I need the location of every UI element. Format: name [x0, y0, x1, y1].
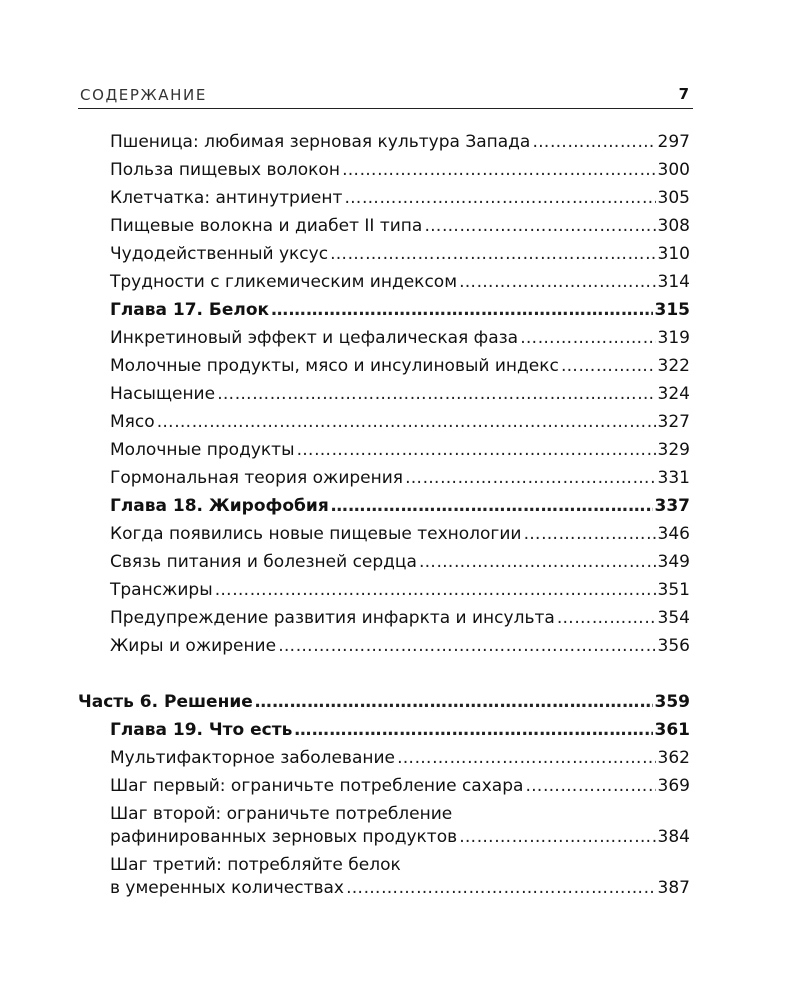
toc-entry[interactable]: [110, 579, 690, 601]
toc-chapter-entry[interactable]: [110, 495, 690, 517]
toc-entry[interactable]: [110, 411, 690, 433]
toc-entry-page: 349: [657, 552, 690, 572]
leader-dots: [346, 877, 656, 899]
toc-entry[interactable]: [110, 215, 690, 237]
toc-entry-page: 319: [657, 328, 690, 348]
toc-entry-title: Пшеница: любимая зерновая культура Запада: [110, 132, 531, 152]
leader-dots: [419, 551, 656, 573]
toc-entry[interactable]: [110, 747, 690, 769]
toc-entry-title: в умеренных количествах: [110, 878, 344, 898]
leader-dots: [217, 383, 655, 405]
toc-entry-title: Трансжиры: [110, 580, 213, 600]
leader-dots: [397, 747, 656, 769]
leader-dots: [557, 607, 656, 629]
toc-entry[interactable]: [110, 187, 690, 209]
toc-entry-title: Клетчатка: антинутриент: [110, 188, 343, 208]
toc-entry-title: Когда появились новые пищевые технологии: [110, 524, 522, 544]
toc-entry[interactable]: [110, 131, 690, 153]
leader-dots: [405, 467, 656, 489]
toc-entry-title: Часть 6. Решение: [78, 692, 253, 712]
leader-dots: [331, 495, 653, 517]
toc-entry-page: 300: [657, 160, 690, 180]
leader-dots: [525, 775, 655, 797]
toc-entry-title: Молочные продукты, мясо и инсулиновый индекс: [110, 356, 559, 376]
toc-entry-title: Шаг первый: ограничьте потребление сахара: [110, 776, 524, 796]
toc-entry-page: 337: [654, 496, 690, 516]
toc-entry[interactable]: [110, 467, 690, 489]
toc-entry-title: Молочные продукты: [110, 440, 295, 460]
toc-entry[interactable]: [110, 635, 690, 657]
leader-dots: [459, 826, 655, 848]
toc-entry-title: Трудности с гликемическим индексом: [110, 272, 458, 292]
toc-entry-title: Связь питания и болезней сердца: [110, 552, 417, 572]
toc-entry[interactable]: [110, 355, 690, 377]
toc-entry-title: Глава 18. Жирофобия: [110, 496, 329, 516]
toc-entry-page: 327: [657, 412, 690, 432]
header-title: СОДЕРЖАНИЕ: [80, 86, 207, 104]
toc-entry-page: 297: [657, 132, 690, 152]
toc-entry-page: 308: [657, 216, 690, 236]
toc-entry-page: 315: [654, 300, 690, 320]
leader-dots: [255, 691, 653, 713]
leader-dots: [520, 327, 655, 349]
leader-dots: [330, 243, 656, 265]
leader-dots: [278, 635, 655, 657]
toc-entry[interactable]: [110, 383, 690, 405]
toc-entry-title: Мультифакторное заболевание: [110, 748, 395, 768]
toc-entry-page: 314: [657, 272, 690, 292]
toc-entry-title: Чудодейственный уксус: [110, 244, 329, 264]
toc-entry[interactable]: [110, 439, 690, 461]
leader-dots: [459, 271, 656, 293]
leader-dots: [561, 355, 656, 377]
toc-entry-title: Гормональная теория ожирения: [110, 468, 404, 488]
toc-entry[interactable]: [110, 775, 690, 797]
toc-entry-title: рафинированных зерновых продуктов: [110, 827, 458, 847]
leader-dots: [294, 719, 652, 741]
header-page-number: 7: [678, 85, 689, 103]
toc-part-entry[interactable]: [78, 691, 690, 713]
toc-entry-page: 356: [657, 636, 690, 656]
toc-entry-title: Жиры и ожирение: [110, 636, 277, 656]
toc-entry-first-line: Шаг второй: ограничьте потребление: [110, 804, 453, 824]
toc-entry-page: 369: [657, 776, 690, 796]
toc-chapter-entry[interactable]: [110, 299, 690, 321]
toc-chapter-entry[interactable]: [110, 719, 690, 741]
toc-entry-title: Пищевые волокна и диабет II типа: [110, 216, 423, 236]
toc-entry[interactable]: [110, 159, 690, 181]
toc-entry-page: 305: [657, 188, 690, 208]
toc-entry-page: 346: [657, 524, 690, 544]
leader-dots: [523, 523, 655, 545]
toc-entry-first-line: Шаг третий: потребляйте белок: [110, 855, 401, 875]
leader-dots: [297, 439, 656, 461]
leader-dots: [532, 131, 655, 153]
toc-entry-page: 351: [657, 580, 690, 600]
toc-entry-title: Предупреждение развития инфаркта и инсульта: [110, 608, 555, 628]
toc-entry-page: 362: [657, 748, 690, 768]
leader-dots: [344, 187, 655, 209]
toc-entry[interactable]: [110, 243, 690, 265]
toc-entry[interactable]: [110, 551, 690, 573]
toc-entry[interactable]: [110, 327, 690, 349]
toc-entry-page: 324: [657, 384, 690, 404]
toc-entry[interactable]: [110, 523, 690, 545]
toc-entry-page: 384: [657, 827, 690, 847]
leader-dots: [271, 299, 652, 321]
toc-entry-title: Глава 17. Белок: [110, 300, 270, 320]
toc-entry-title: Насыщение: [110, 384, 216, 404]
toc-entry-page: 387: [657, 878, 690, 898]
toc-entry[interactable]: [110, 826, 690, 848]
toc-entry-page: 329: [657, 440, 690, 460]
toc-entry-title: Инкретиновый эффект и цефалическая фаза: [110, 328, 519, 348]
toc-entry-page: 354: [657, 608, 690, 628]
toc-entry-title: Польза пищевых волокон: [110, 160, 340, 180]
toc-entry-title: Мясо: [110, 412, 155, 432]
leader-dots: [424, 215, 655, 237]
toc-entry[interactable]: [110, 877, 690, 899]
toc-entry-page: 322: [657, 356, 690, 376]
leader-dots: [215, 579, 656, 601]
toc-entry-page: 359: [654, 692, 690, 712]
toc-entry-title: Глава 19. Что есть: [110, 720, 293, 740]
toc-entry[interactable]: [110, 607, 690, 629]
leader-dots: [342, 159, 656, 181]
toc-entry-page: 361: [654, 720, 690, 740]
leader-dots: [157, 411, 656, 433]
toc-entry-page: 331: [657, 468, 690, 488]
toc-entry[interactable]: [110, 271, 690, 293]
toc-entry-page: 310: [657, 244, 690, 264]
